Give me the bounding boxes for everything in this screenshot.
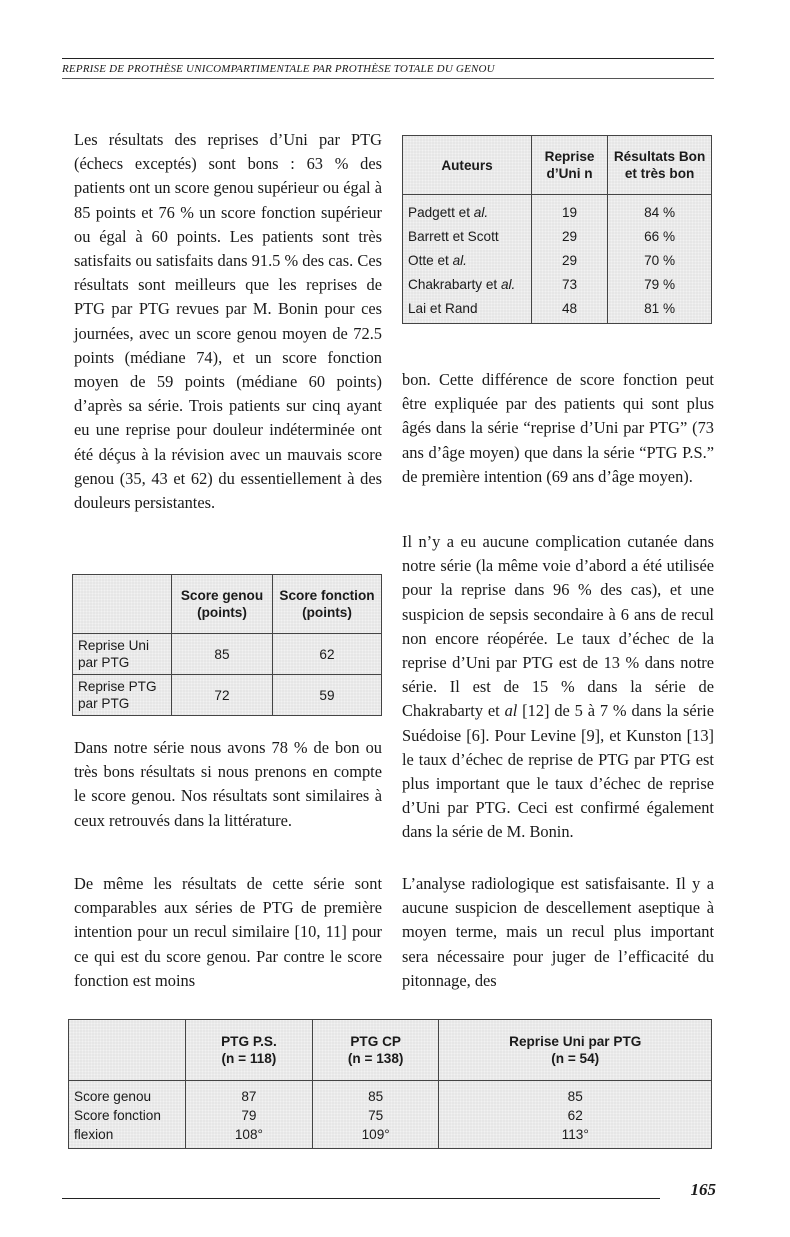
ptg-ps-value: 87 — [186, 1081, 313, 1107]
revision-header: Reprise d’Uni n — [532, 136, 608, 195]
author-name: Barrett et Scott — [403, 224, 532, 248]
table-row — [73, 634, 382, 675]
result-percent: 81 % — [608, 296, 712, 324]
left-paragraph-2 — [74, 736, 382, 833]
comparison-row-label: Score fonction — [69, 1106, 186, 1125]
left-paragraph-1-text: Les résultats des reprises d’Uni par PTG (échecs exceptés) sont bons : 63 % des patients ont un score genou supérieur ou égal à 85 points et 76 % un score fonction supérieur ou égal à 60 points. Les patients sont très satisfaits ou satisfaits dans 91.5 % des cas. Ces résultats sont meilleurs que les reprises de PTG par PTG revues par M. Bonin pour ces journées, avec un score genou moyen de 72.5 points (médiane 74), et un score fonction moyen de 59 points (médiane 60 points) d’après sa série. Trois patients sur cinq ayant eu une reprise pour douleur indéterminée ont été déçus à la révision avec un mauvais score genou (35, 43 et 62) du essentiellement à des douleurs persistantes. — [74, 130, 382, 513]
table-row — [403, 272, 712, 296]
author-name: Padgett et al. — [403, 195, 532, 225]
table-row — [403, 248, 712, 272]
scores-header-knee: Score genou (points) — [172, 575, 273, 634]
table-row — [69, 1081, 712, 1107]
left-paragraph-2-text: Dans notre série nous avons 78 % de bon ou très bons résultats si nous prenons en compte le score genou. Nos résultats sont similaires à ceux retrouvés dans la littérature. — [74, 738, 382, 830]
scores-table-header-row — [73, 575, 382, 634]
authors-table — [402, 135, 712, 324]
right-paragraph-1 — [402, 368, 714, 489]
table-row — [69, 1106, 712, 1125]
left-paragraph-3 — [74, 872, 382, 993]
right-paragraph-3 — [402, 872, 714, 993]
table-row — [403, 224, 712, 248]
uni-revision-value: 62 — [439, 1106, 712, 1125]
author-name: Lai et Rand — [403, 296, 532, 324]
results-header: Résultats Bon et très bon — [608, 136, 712, 195]
ptg-cp-value: 85 — [312, 1081, 439, 1107]
revision-count: 73 — [532, 272, 608, 296]
scores-table — [72, 574, 382, 716]
uni-revision-header: Reprise Uni par PTG (n = 54) — [439, 1020, 712, 1081]
ptg-cp-value: 75 — [312, 1106, 439, 1125]
result-percent: 66 % — [608, 224, 712, 248]
result-percent: 70 % — [608, 248, 712, 272]
running-header: REPRISE DE PROTHÈSE UNICOMPARTIMENTALE PAR PROTHÈSE TOTALE DU GENOU — [62, 58, 714, 75]
revision-count: 29 — [532, 224, 608, 248]
revision-count: 29 — [532, 248, 608, 272]
ptg-ps-value: 108° — [186, 1125, 313, 1149]
scores-knee-value: 85 — [172, 634, 273, 675]
scores-header-function: Score fonction (points) — [272, 575, 381, 634]
revision-count: 48 — [532, 296, 608, 324]
scores-header-empty — [73, 575, 172, 634]
right-paragraph-2-text: Il n’y a eu aucune complication cutanée dans notre série (la même voie d’abord a été utilisée pour la reprise dans 96 % des cas), et une suspicion de sepsis secondaire à 6 ans de recul non encore réopérée. Le taux d’échec de la reprise d’Uni par PTG est de 13 % dans notre série. Il est de 15 % dans la série de Chakrabarty et al [12] de 5 à 7 % dans la série Suédoise [6]. Pour Levine [9], et Kunston [13] le taux d’échec de reprise de PTG par PTG est plus important que le taux d’échec de reprise d’Uni par PTG. Ceci est confirmé également dans la série de M. Bonin. — [402, 532, 714, 842]
ptg-cp-header: PTG CP (n = 138) — [312, 1020, 439, 1081]
scores-row-label: Reprise PTG par PTG — [73, 675, 172, 716]
comparison-row-label: flexion — [69, 1125, 186, 1149]
table-row — [403, 195, 712, 225]
comparison-table — [68, 1019, 712, 1149]
comparison-header-empty — [69, 1020, 186, 1081]
result-percent: 79 % — [608, 272, 712, 296]
scores-row-label: Reprise Uni par PTG — [73, 634, 172, 675]
author-name: Otte et al. — [403, 248, 532, 272]
authors-header: Auteurs — [403, 136, 532, 195]
right-paragraph-1-text: bon. Cette différence de score fonction peut être expliquée par des patients qui sont plus âgés dans la série “reprise d’Uni par PTG” (73 ans d’âge moyen) que dans la série “PTG P.S.” de première intention (69 ans d’âge moyen). — [402, 370, 714, 486]
authors-table-header-row — [403, 136, 712, 195]
revision-count: 19 — [532, 195, 608, 225]
right-paragraph-2 — [402, 530, 714, 845]
header-rule — [62, 78, 714, 79]
page-number: 165 — [690, 1180, 716, 1199]
footer-rule — [62, 1198, 660, 1199]
ptg-ps-value: 79 — [186, 1106, 313, 1125]
comparison-row-label: Score genou — [69, 1081, 186, 1107]
uni-revision-value: 85 — [439, 1081, 712, 1107]
ptg-cp-value: 109° — [312, 1125, 439, 1149]
comparison-table-header-row — [69, 1020, 712, 1081]
scores-function-value: 62 — [272, 634, 381, 675]
table-row — [69, 1125, 712, 1149]
right-paragraph-3-text: L’analyse radiologique est satisfaisante. Il y a aucune suspicion de descellement aseptique à moyen terme, mais un recul plus important sera nécessaire pour juger de l’efficacité du pitonnage, des — [402, 874, 714, 990]
author-name: Chakrabarty et al. — [403, 272, 532, 296]
table-row — [73, 675, 382, 716]
left-paragraph-1 — [74, 128, 382, 515]
scores-knee-value: 72 — [172, 675, 273, 716]
result-percent: 84 % — [608, 195, 712, 225]
uni-revision-value: 113° — [439, 1125, 712, 1149]
table-row — [403, 296, 712, 324]
scores-function-value: 59 — [272, 675, 381, 716]
ptg-ps-header: PTG P.S. (n = 118) — [186, 1020, 313, 1081]
left-paragraph-3-text: De même les résultats de cette série sont comparables aux séries de PTG de première intention pour un recul similaire [10, 11] pour ce qui est du score genou. Par contre le score fonction est moins — [74, 874, 382, 990]
